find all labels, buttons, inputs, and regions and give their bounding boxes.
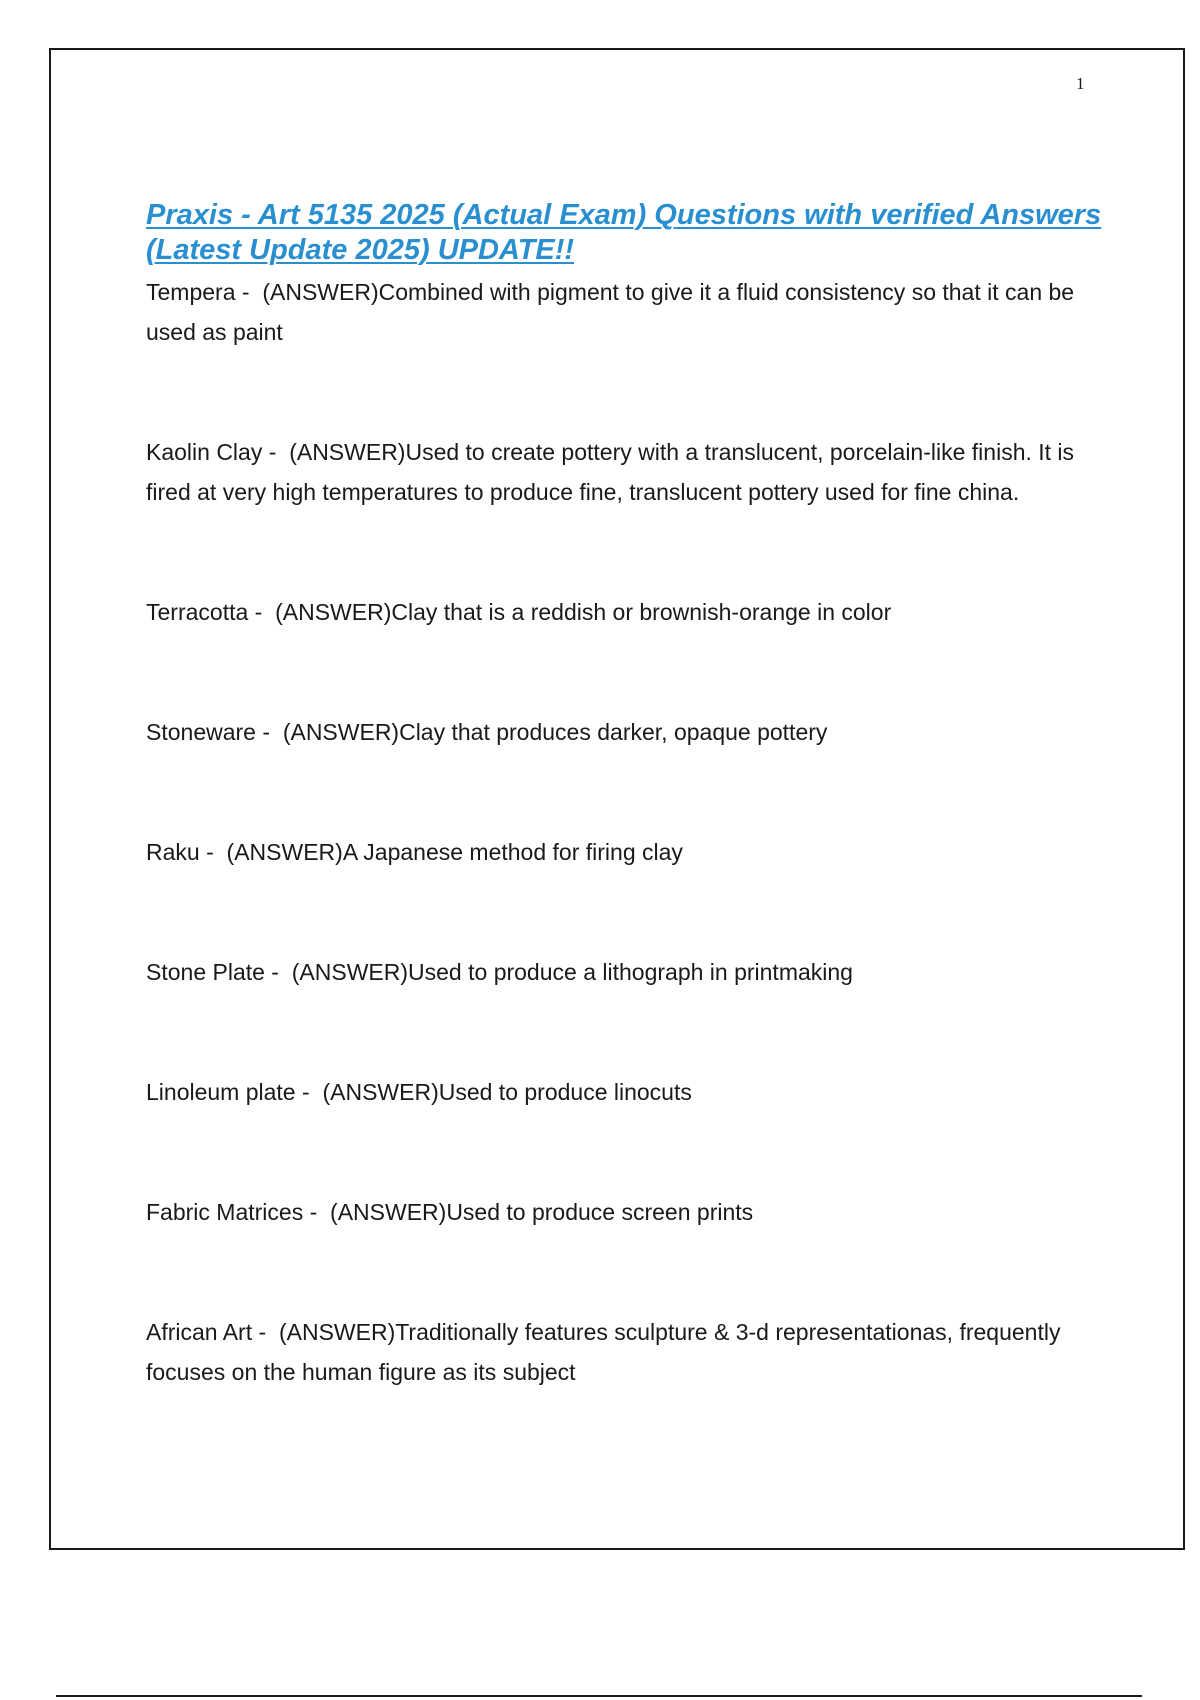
entry-term: Kaolin Clay (146, 439, 263, 465)
qa-entry-african-art (146, 1312, 1096, 1392)
entry-answer: (ANSWER)Traditionally features sculpture & 3-d representationas, frequently focuses on the human figure as its subject (146, 1319, 1061, 1385)
entry-answer: (ANSWER)Used to create pottery with a translucent, porcelain-like finish. It is fired at very high temperatures to produce fine, translucent pottery used for fine china. (146, 439, 1075, 505)
entry-answer: (ANSWER)Clay that is a reddish or brownish-orange in color (275, 599, 892, 625)
entry-separator: - (262, 439, 290, 465)
next-page-top-border (56, 1695, 1142, 1697)
entry-term: Linoleum plate (146, 1079, 296, 1105)
qa-entry-linoleum-plate (146, 1072, 1096, 1112)
qa-entry-tempera (146, 272, 1096, 352)
entry-answer: (ANSWER)Combined with pigment to give it a fluid consistency so that it can be used as paint (146, 279, 1075, 345)
qa-list (146, 272, 1096, 1392)
qa-entry-stoneware (146, 712, 1096, 752)
entry-separator: - (252, 1319, 279, 1345)
document-title[interactable]: Praxis - Art 5135 2025 (Actual Exam) Questions with verified Answers (Latest Update 2025) UPDATE!! (146, 199, 1102, 266)
entry-term: African Art (146, 1319, 253, 1345)
page-number: 1 (1076, 74, 1085, 93)
qa-entry-raku (146, 832, 1096, 872)
qa-entry-stone-plate (146, 952, 1096, 992)
entry-term: Raku (146, 839, 200, 865)
entry-term: Stoneware (146, 719, 256, 745)
entry-answer: (ANSWER)A Japanese method for firing clay (226, 839, 683, 865)
entry-term: Tempera (146, 279, 236, 305)
entry-term: Stone Plate (146, 959, 265, 985)
entry-term: Terracotta (146, 599, 249, 625)
entry-answer: (ANSWER)Used to produce a lithograph in printmaking (291, 959, 853, 985)
entry-separator: - (264, 959, 292, 985)
entry-term: Fabric Matrices (146, 1199, 304, 1225)
entry-separator: - (199, 839, 227, 865)
qa-entry-fabric-matrices (146, 1192, 1096, 1232)
entry-answer: (ANSWER)Used to produce screen prints (330, 1199, 754, 1225)
qa-entry-terracotta (146, 592, 1096, 632)
entry-answer: (ANSWER)Used to produce linocuts (322, 1079, 692, 1105)
entry-separator: - (235, 279, 263, 305)
entry-separator: - (303, 1199, 331, 1225)
entry-separator: - (295, 1079, 323, 1105)
entry-answer: (ANSWER)Clay that produces darker, opaque pottery (282, 719, 828, 745)
entry-separator: - (255, 719, 283, 745)
entry-separator: - (248, 599, 276, 625)
qa-entry-kaolin-clay (146, 432, 1096, 512)
